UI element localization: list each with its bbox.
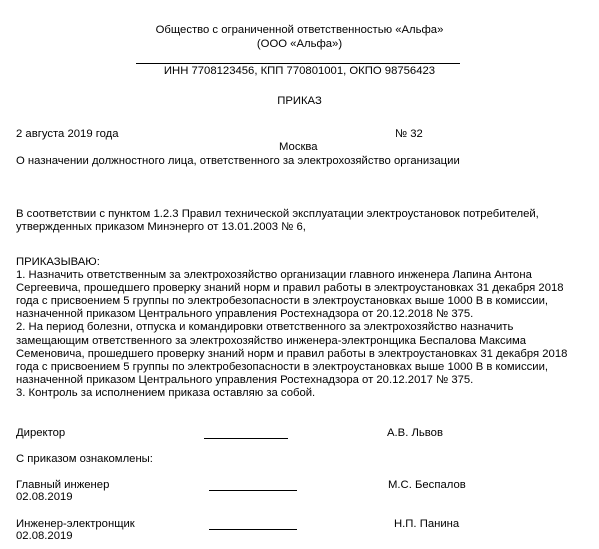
signer-date: 02.08.2019 — [16, 491, 73, 503]
signer-signature-line — [209, 490, 297, 491]
order-line: года с присвоением 5 группы по электробезопасности в электроустановках выше 1000 В в комиссии, — [16, 295, 549, 308]
signer-title: Инженер-электронщик — [16, 518, 135, 530]
document-type: ПРИКАЗ — [277, 95, 322, 107]
basis-line: утвержденных приказом Минэнерго от 13.01.2003 № 6, — [16, 221, 306, 234]
basis-paragraph — [16, 208, 596, 234]
company-short-name: (ООО «Альфа») — [256, 38, 343, 50]
director-title: Директор — [16, 427, 66, 439]
director-signature-line — [204, 438, 288, 439]
order-line: Семеновича, прошедшего проверку знаний норм и правил работы в электроустановках 31 декабря 2018 — [16, 347, 568, 360]
order-date: 2 августа 2019 года — [16, 128, 119, 140]
order-line: года с присвоением 5 группы по электробезопасности в электроустановках выше 1000 В в комиссии, — [16, 360, 549, 373]
acquainted-heading: С приказом ознакомлены: — [16, 453, 153, 465]
order-body — [16, 256, 596, 400]
company-requisites: ИНН 7708123456, КПП 770801001, ОКПО 98756423 — [163, 65, 436, 77]
order-line: назначенной приказом Центрального управления Ростехнадзора от 20.12.2017 № 375. — [16, 373, 474, 386]
order-line: 2. На период болезни, отпуска и командировки ответственного за электрохозяйство назначить — [16, 321, 514, 334]
signer-date: 02.08.2019 — [16, 530, 73, 542]
order-line: 3. Контроль за исполнением приказа оставляю за собой. — [16, 386, 316, 399]
header-rule — [136, 63, 460, 64]
signer-title: Главный инженер — [16, 479, 110, 491]
basis-line: В соответствии с пунктом 1.2.3 Правил технической эксплуатации электроустановок потребителей, — [16, 208, 539, 220]
signer-signature-line — [209, 529, 297, 530]
signer-name: Н.П. Панина — [394, 518, 460, 530]
order-line: 1. Назначить ответственным за электрохозяйство организации главного инженера Лапина Антона — [16, 269, 532, 282]
order-city: Москва — [279, 141, 318, 153]
signer-name: М.С. Беспалов — [388, 479, 466, 491]
order-subject: О назначении должностного лица, ответственного за электрохозяйство организации — [16, 155, 460, 167]
director-name: А.В. Львов — [387, 427, 443, 439]
order-line: назначенной приказом Центрального управления Ростехнадзора от 20.12.2018 № 375. — [16, 308, 474, 321]
order-line: Сергеевича, прошедшего проверку знаний норм и правил работы в электроустановках 31 декабря 2018 — [16, 282, 564, 295]
order-number: № 32 — [395, 128, 423, 140]
order-heading: ПРИКАЗЫВАЮ: — [16, 256, 100, 268]
order-line: замещающим ответственного за электрохозяйство инженера-электронщика Беспалова Максима — [16, 334, 527, 347]
company-name: Общество с ограниченной ответственностью «Альфа» — [155, 24, 444, 36]
